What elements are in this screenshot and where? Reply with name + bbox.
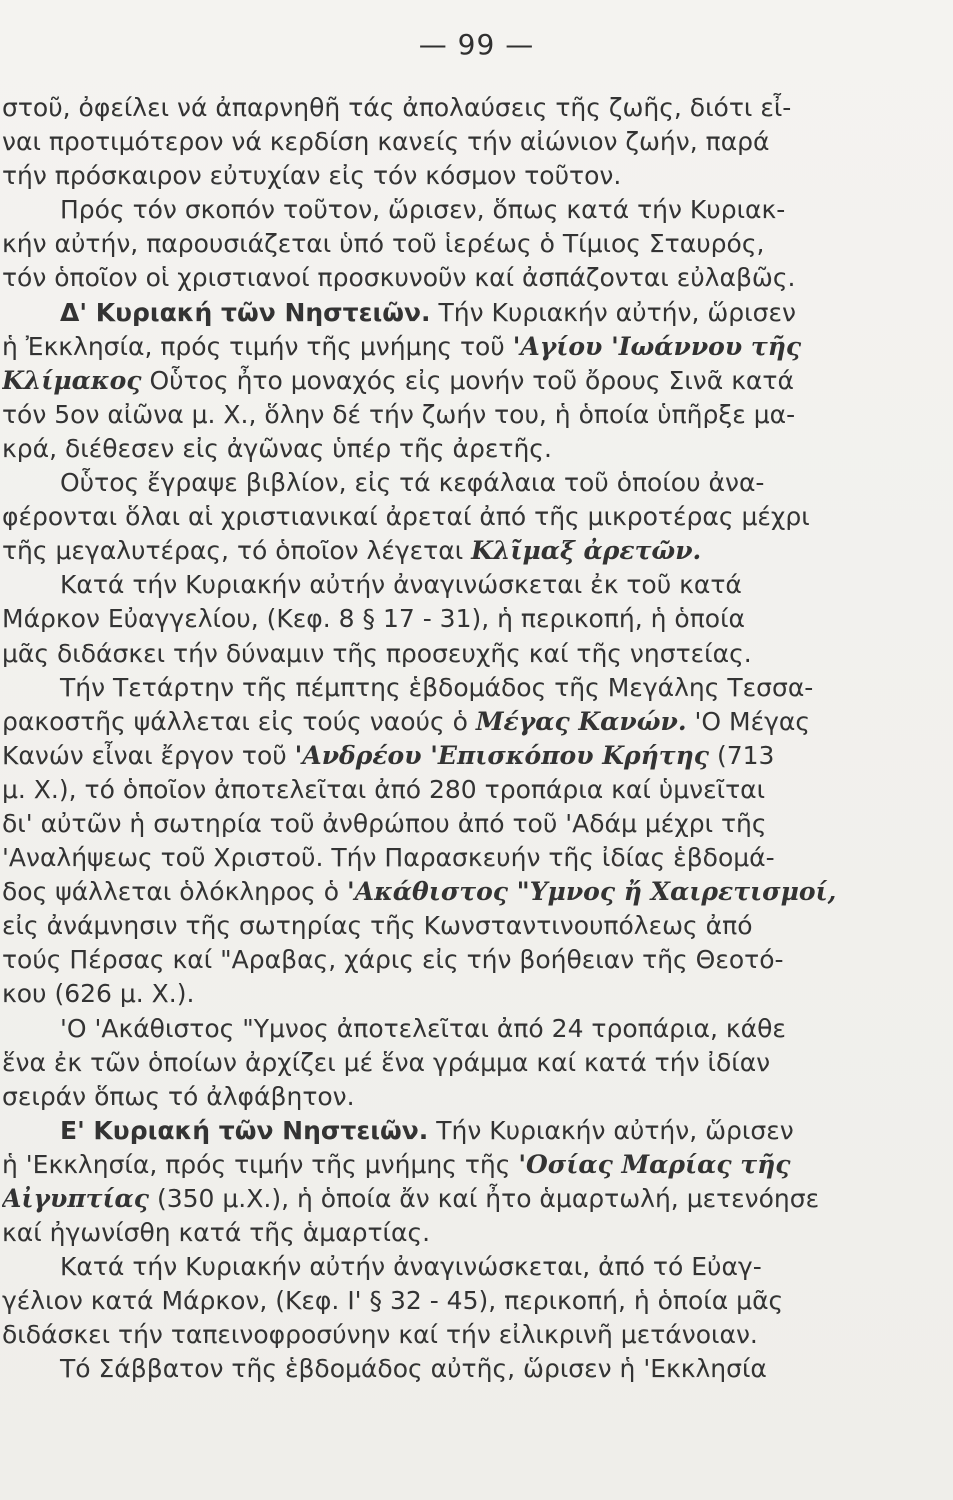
line-19-text-a: ρακοστῆς ψάλλεται εἰς τούς ναούς ὁ [2,706,476,736]
line-25-text: εἰς ἀνάμνησιν τῆς σωτηρίας τῆς Κωνσταντινουπόλεως ἀπό [2,911,753,941]
saint-name-klimakos: Κλίμακος [2,365,142,395]
line-9-text: Οὗτος ἦτο μοναχός εἰς μονήν τοῦ ὄρους Σινᾶ κατά [141,365,794,395]
line-20-text-b: (713 [709,740,775,770]
text-line-4 [2,193,840,227]
line-23-text: 'Αναλήψεως τοῦ Χριστοῦ. Τήν Παρασκευήν τῆς ἰδίας ἑβδομά- [2,843,775,873]
text-line-3 [2,159,840,193]
page-number: — 99 — [418,28,535,61]
text-line-10 [2,398,840,432]
line-11-text: κρά, διέθεσεν εἰς ἀγῶνας ὑπέρ τῆς ἀρετῆς. [2,433,552,463]
line-18-text: Τήν Τετάρτην τῆς πέμπτης ἑβδομάδος τῆς Μεγάλης Τεσσα- [60,672,814,702]
line-36-text: γέλιον κατά Μάρκον, (Κεφ. Ι' § 32 - 45), περικοπή, ἡ ὁποία μᾶς [2,1286,784,1316]
text-line-11 [2,432,840,466]
text-line-36 [2,1284,840,1318]
line-31-text: Τήν Κυριακήν αὐτήν, ὥρισεν [428,1115,794,1145]
line-37-text: διδάσκει τήν ταπεινοφροσύνην καί τήν εἰλικρινῆ μετάνοιαν. [2,1320,758,1350]
text-line-32 [2,1148,840,1182]
line-14-text: τῆς μεγαλυτέρας, τό ὁποῖον λέγεται [2,536,472,566]
line-10-text: τόν 5ον αἰῶνα μ. Χ., ὅλην δέ τήν ζωήν του, ἡ ὁποία ὑπῆρξε μα- [2,399,796,429]
body-text [2,91,840,1387]
saint-name-ioannis: 'Αγίου 'Ιωάννου τῆς [512,331,802,361]
line-24-text: δος ψάλλεται ὁλόκληρος ὁ [2,877,348,907]
text-line-15 [2,568,840,602]
line-16-text: Μάρκον Εὐαγγελίου, (Κεφ. 8 § 17 - 31), ἡ περικοπή, ἡ ὁποία [2,604,746,634]
saint-name-maria: 'Οσίας Μαρίας τῆς [518,1149,791,1179]
line-1-text: στοῦ, ὀφείλει νά ἀπαρνηθῆ τάς ἀπολαύσεις τῆς ζωῆς, διότι εἶ- [2,93,792,122]
text-line-37 [2,1318,840,1352]
line-28-text: 'Ο 'Ακάθιστος "Υμνος ἀποτελεῖται ἀπό 24 τροπάρια, κάθε [60,1013,786,1043]
text-line-26 [2,943,840,977]
line-6-text: τόν ὁποῖον οἱ χριστιανοί προσκυνοῦν καί ἀσπάζονται εὐλαβῶς. [2,263,796,293]
line-22-text: δι' αὐτῶν ἡ σωτηρία τοῦ ἀνθρώπου ἀπό τοῦ 'Αδάμ μέχρι τῆς [2,808,767,838]
text-line-23 [2,841,840,875]
text-line-16 [2,602,840,636]
text-line-30 [2,1080,840,1114]
line-27-text: κου (626 μ. Χ.). [2,979,195,1009]
text-line-14 [2,534,840,568]
line-32-text: ἡ 'Εκκλησία, πρός τιμήν τῆς μνήμης τῆς [2,1149,519,1179]
section-heading-e: Ε' Κυριακή τῶν Νηστειῶν. [60,1115,429,1145]
line-33-text: (350 μ.Χ.), ἡ ὁποία ἄν καί ἦτο ἁμαρτωλή, μετενόησε [149,1184,820,1213]
line-3-text: τήν πρόσκαιρον εὐτυχίαν εἰς τόν κόσμον τοῦτον. [2,161,622,191]
text-line-24 [2,875,840,909]
line-7-text: Τήν Κυριακήν αὐτήν, ὥρισεν [430,297,796,327]
text-line-5 [2,227,840,261]
line-21-text: μ. Χ.), τό ὁποῖον ἀποτελεῖται ἀπό 280 τροπάρια καί ὑμνεῖται [2,774,766,804]
line-30-text: σειράν ὅπως τό ἀλφάβητον. [2,1081,355,1111]
text-line-7 [2,296,840,330]
line-38-text: Τό Σάββατον τῆς ἑβδομάδος αὐτῆς, ὥρισεν ἡ 'Εκκλησία [60,1354,767,1384]
text-line-28 [2,1012,840,1046]
line-34-text: καί ἠγωνίσθη κατά τῆς ἁμαρτίας. [2,1218,431,1248]
text-line-29 [2,1046,840,1080]
text-line-9 [2,364,840,398]
line-5-text: κήν αὐτήν, παρουσιάζεται ὑπό τοῦ ἱερέως ὁ Τίμιος Σταυρός, [2,229,765,259]
text-line-20 [2,739,840,773]
line-12-text: Οὗτος ἔγραψε βιβλίον, εἰς τά κεφάλαια τοῦ ὁποίου ἀνα- [60,468,765,498]
text-line-33 [2,1182,840,1216]
line-35-text: Κατά τήν Κυριακήν αὐτήν ἀναγινώσκεται, ἀπό τό Εὐαγ- [60,1252,762,1282]
text-line-38 [2,1352,840,1386]
text-line-21 [2,773,840,807]
text-line-19 [2,705,840,739]
line-29-text: ἕνα ἐκ τῶν ὁποίων ἀρχίζει μέ ἕνα γράμμα καί κατά τήν ἰδίαν [2,1047,771,1077]
line-13-text: φέρονται ὅλαι αἱ χριστιανικαί ἀρεταί ἀπό τῆς μικροτέρας μέχρι [2,502,810,532]
andreas-kritis-name: 'Ανδρέου 'Επισκόπου Κρήτης [294,740,709,770]
book-title-klimax: Κλῖμαξ ἀρετῶν. [471,536,702,566]
text-line-17 [2,637,840,671]
megas-kanon-title: Μέγας Κανών. [475,706,687,736]
line-26-text: τούς Πέρσας καί "Αραβας, χάρις εἰς τήν βοήθειαν τῆς Θεοτό- [2,945,784,975]
text-line-1 [2,91,840,125]
text-line-25 [2,909,840,943]
text-line-22 [2,807,840,841]
line-19-text-b: 'Ο Μέγας [686,706,811,736]
line-2-text: ναι προτιμότερον νά κερδίση κανείς τήν αἰώνιον ζωήν, παρά [2,127,770,157]
text-line-35 [2,1250,840,1284]
line-17-text: μᾶς διδάσκει τήν δύναμιν τῆς προσευχῆς καί τῆς νηστείας. [2,638,752,668]
section-heading-d: Δ' Κυριακή τῶν Νηστειῶν. [60,297,431,327]
text-line-31 [2,1114,840,1148]
line-20-text-a: Κανών εἶναι ἔργον τοῦ [2,740,295,770]
text-line-13 [2,500,840,534]
text-line-12 [2,466,840,500]
text-line-2 [2,125,840,159]
saint-name-aigyptias: Αἰγυπτίας [2,1184,150,1213]
text-line-6 [2,261,840,295]
text-line-18 [2,671,840,705]
text-line-8 [2,330,840,364]
line-8-text: ἡ Ἐκκλησία, πρός τιμήν τῆς μνήμης τοῦ [2,331,513,361]
text-line-34 [2,1216,840,1250]
line-15-text: Κατά τήν Κυριακήν αὐτήν ἀναγινώσκεται ἐκ τοῦ κατά [60,570,742,600]
text-line-27 [2,977,840,1011]
line-4-text: Πρός τόν σκοπόν τοῦτον, ὥρισεν, ὅπως κατά τήν Κυριακ- [60,195,786,225]
akathistos-title: 'Ακάθιστος "Υμνος ἤ Χαιρετισμοί, [347,877,837,907]
